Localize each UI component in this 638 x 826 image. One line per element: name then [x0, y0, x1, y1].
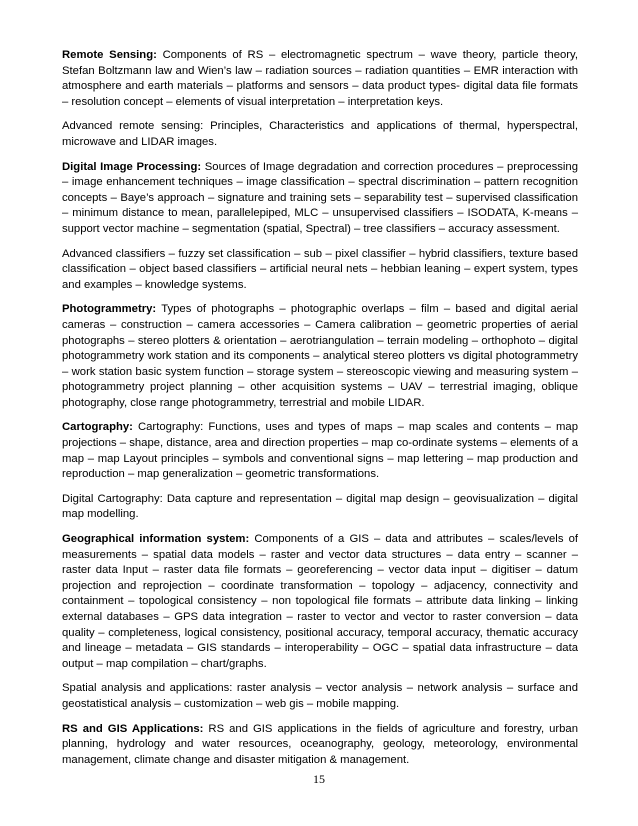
heading-rs-gis-applications: RS and GIS Applications: [62, 722, 204, 735]
paragraph-remote-sensing [62, 48, 578, 110]
heading-photogrammetry: Photogrammetry: [62, 303, 157, 316]
paragraph-rs-gis-applications [62, 722, 578, 769]
heading-gis: Geographical information system: [62, 533, 250, 546]
body-gis: Components of a GIS – data and attributes – scales/levels of measurements – spatial data models – raster and vector data structures – data entry – scanner – raster data Input – raster data file formats – georeferencing – vector data input – digitiser – datum projection and reprojection – coordinate transformation – topology – adjacency, connectivity and containment – topological consistency – non topological file formats – attribute data linking – linking external databases – GPS data integration – raster to vector and vector to raster conversion – data quality – completeness, logical consistency, positional accuracy, temporal accuracy, thematic accuracy and lineage – metadata – GIS standards – interoperability – OGC – spatial data infrastructure – data output – map compilation – chart/graphs. [62, 533, 578, 670]
heading-remote-sensing: Remote Sensing: [62, 49, 157, 61]
heading-cartography: Cartography: [62, 421, 133, 434]
body-rs-gis-applications: RS and GIS applications in the fields of agriculture and forestry, urban planning, hydrology and water resources, oceanography, geology, meteorology, environmental management, climate change and disaster mitigation & management. [62, 722, 578, 766]
body-cartography: Cartography: Functions, uses and types of maps – map scales and contents – map projections – shape, distance, area and direction properties – map co-ordinate systems – elements of a map – map Layout principles – symbols and conventional signs – map lettering – map production and reproduction – map generalization – geometric transformations. [62, 421, 578, 481]
page-number: 15 [313, 772, 325, 786]
body-digital-image-processing: Sources of Image degradation and correction procedures – preprocessing – image enhancement techniques – image classification – spectral discrimination – pattern recognition concepts – Baye’s approach – signature and training sets – separability test – supervised classification – minimum distance to mean, parallelepiped, MLC – unsupervised classifiers – ISODATA, K-means – support vector machine – segmentation (spatial, Spectral) – tree classifiers – accuracy assessment. [62, 160, 578, 235]
body-digital-cartography: Digital Cartography: Data capture and representation – digital map design – geovisualization – digital map modelling. [62, 492, 578, 521]
paragraph-gis [62, 532, 578, 672]
paragraph-spatial-analysis [62, 681, 578, 712]
paragraph-digital-image-processing [62, 160, 578, 238]
body-spatial-analysis: Spatial analysis and applications: raster analysis – vector analysis – network analysis – surface and geostatistical analysis – customization – web gis – mobile mapping. [62, 682, 578, 710]
heading-digital-image-processing: Digital Image Processing: [62, 160, 202, 173]
paragraph-advanced-classifiers [62, 247, 578, 294]
paragraph-advanced-remote-sensing [62, 119, 578, 150]
paragraph-digital-cartography [62, 492, 578, 523]
paragraph-cartography [62, 420, 578, 482]
body-remote-sensing: Components of RS – electromagnetic spectrum – wave theory, particle theory, Stefan Boltzmann law and Wien’s law – radiation sources – radiation quantities – EMR interaction with atmosphere and earth materials – platforms and sensors – data product types- digital data file formats – resolution concept – elements of visual interpretation – interpretation keys. [62, 49, 578, 108]
paragraph-photogrammetry [62, 302, 578, 411]
body-advanced-remote-sensing: Advanced remote sensing: Principles, Characteristics and applications of thermal, hyperspectral, microwave and LIDAR images. [62, 120, 578, 148]
body-advanced-classifiers: Advanced classifiers – fuzzy set classification – sub – pixel classifier – hybrid classifiers, texture based classification – object based classifiers – artificial neural nets – hebbian leaning – expert system, types and examples – knowledge systems. [62, 247, 578, 291]
document-page [62, 48, 578, 777]
body-photogrammetry: Types of photographs – photographic overlaps – film – based and digital aerial cameras – construction – camera accessories – Camera calibration – geometric properties of aerial photographs – stereo plotters & orientation – aerotriangulation – terrain modeling – orthophoto – digital photogrammetry work station and its components – analytical stereo plotters vs digital photogrammetry – work station basic system function – storage system – stereoscopic viewing and measuring system – photogrammetry project planning – other acquisition systems – UAV – terrestrial imaging, oblique photography, close range photogrammetry, terrestrial and mobile LIDAR. [62, 303, 578, 409]
